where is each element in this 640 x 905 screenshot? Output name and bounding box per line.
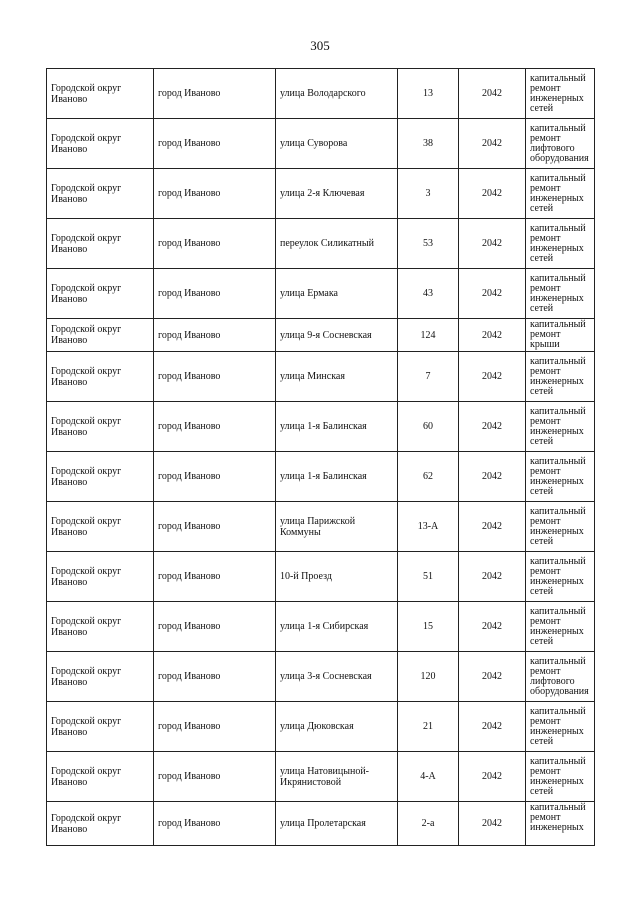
house-number-cell: 38 bbox=[398, 119, 459, 169]
district-cell: Городской округ Иваново bbox=[47, 652, 154, 702]
street-cell: улица Пролетарская bbox=[276, 802, 398, 846]
district-cell: Городской округ Иваново bbox=[47, 702, 154, 752]
house-number-cell: 2-а bbox=[398, 802, 459, 846]
street-cell: улица 1-я Балинская bbox=[276, 452, 398, 502]
street-cell: улица 9-я Сосневская bbox=[276, 319, 398, 352]
district-cell: Городской округ Иваново bbox=[47, 402, 154, 452]
city-cell: город Иваново bbox=[154, 219, 276, 269]
district-cell: Городской округ Иваново bbox=[47, 69, 154, 119]
work-type-cell: капитальный ремонт инженерных сетей bbox=[526, 452, 595, 502]
street-cell: улица 2-я Ключевая bbox=[276, 169, 398, 219]
street-cell: улица 1-я Балинская bbox=[276, 402, 398, 452]
work-type-cell: капитальный ремонт инженерных сетей bbox=[526, 269, 595, 319]
year-cell: 2042 bbox=[459, 502, 526, 552]
city-cell: город Иваново bbox=[154, 269, 276, 319]
street-cell: улица Суворова bbox=[276, 119, 398, 169]
city-cell: город Иваново bbox=[154, 452, 276, 502]
table-row bbox=[47, 602, 595, 652]
work-type-cell: капитальный ремонт крыши bbox=[526, 319, 595, 352]
city-cell: город Иваново bbox=[154, 552, 276, 602]
work-type-cell: капитальный ремонт инженерных сетей bbox=[526, 352, 595, 402]
district-cell: Городской округ Иваново bbox=[47, 802, 154, 846]
district-cell: Городской округ Иваново bbox=[47, 552, 154, 602]
table-row bbox=[47, 552, 595, 602]
work-type-cell: капитальный ремонт инженерных сетей bbox=[526, 219, 595, 269]
house-number-cell: 53 bbox=[398, 219, 459, 269]
work-type-cell: капитальный ремонт лифтового оборудования bbox=[526, 119, 595, 169]
city-cell: город Иваново bbox=[154, 402, 276, 452]
city-cell: город Иваново bbox=[154, 69, 276, 119]
table-row bbox=[47, 319, 595, 352]
table-row bbox=[47, 452, 595, 502]
house-number-cell: 21 bbox=[398, 702, 459, 752]
city-cell: город Иваново bbox=[154, 802, 276, 846]
street-cell: улица Парижской Коммуны bbox=[276, 502, 398, 552]
table-row bbox=[47, 269, 595, 319]
table-row bbox=[47, 219, 595, 269]
year-cell: 2042 bbox=[459, 652, 526, 702]
year-cell: 2042 bbox=[459, 269, 526, 319]
city-cell: город Иваново bbox=[154, 752, 276, 802]
house-number-cell: 120 bbox=[398, 652, 459, 702]
house-number-cell: 124 bbox=[398, 319, 459, 352]
street-cell: улица Натовицыной-Икрянистовой bbox=[276, 752, 398, 802]
year-cell: 2042 bbox=[459, 802, 526, 846]
housing-repair-table bbox=[46, 68, 595, 846]
street-cell: переулок Силикатный bbox=[276, 219, 398, 269]
work-type-cell: капитальный ремонт инженерных сетей bbox=[526, 169, 595, 219]
year-cell: 2042 bbox=[459, 69, 526, 119]
work-type-cell: капитальный ремонт инженерных сетей bbox=[526, 402, 595, 452]
city-cell: город Иваново bbox=[154, 502, 276, 552]
work-type-cell: капитальный ремонт инженерных сетей bbox=[526, 552, 595, 602]
table-row bbox=[47, 802, 595, 846]
street-cell: улица Дюковская bbox=[276, 702, 398, 752]
city-cell: город Иваново bbox=[154, 169, 276, 219]
year-cell: 2042 bbox=[459, 352, 526, 402]
work-type-cell: капитальный ремонт инженерных сетей bbox=[526, 702, 595, 752]
street-cell: улица 3-я Сосневская bbox=[276, 652, 398, 702]
district-cell: Городской округ Иваново bbox=[47, 602, 154, 652]
city-cell: город Иваново bbox=[154, 352, 276, 402]
table-row bbox=[47, 169, 595, 219]
work-type-cell: капитальный ремонт инженерных bbox=[526, 802, 595, 846]
year-cell: 2042 bbox=[459, 452, 526, 502]
year-cell: 2042 bbox=[459, 219, 526, 269]
work-type-cell: капитальный ремонт инженерных сетей bbox=[526, 752, 595, 802]
district-cell: Городской округ Иваново bbox=[47, 352, 154, 402]
table-row bbox=[47, 752, 595, 802]
table-row bbox=[47, 402, 595, 452]
district-cell: Городской округ Иваново bbox=[47, 752, 154, 802]
district-cell: Городской округ Иваново bbox=[47, 119, 154, 169]
street-cell: улица 1-я Сибирская bbox=[276, 602, 398, 652]
city-cell: город Иваново bbox=[154, 119, 276, 169]
city-cell: город Иваново bbox=[154, 602, 276, 652]
year-cell: 2042 bbox=[459, 402, 526, 452]
house-number-cell: 62 bbox=[398, 452, 459, 502]
house-number-cell: 43 bbox=[398, 269, 459, 319]
street-cell: улица Володарского bbox=[276, 69, 398, 119]
page-number: 305 bbox=[310, 38, 330, 53]
year-cell: 2042 bbox=[459, 169, 526, 219]
city-cell: город Иваново bbox=[154, 702, 276, 752]
house-number-cell: 15 bbox=[398, 602, 459, 652]
year-cell: 2042 bbox=[459, 319, 526, 352]
house-number-cell: 7 bbox=[398, 352, 459, 402]
table-row bbox=[47, 652, 595, 702]
street-cell: улица Ермака bbox=[276, 269, 398, 319]
house-number-cell: 60 bbox=[398, 402, 459, 452]
table-row bbox=[47, 352, 595, 402]
year-cell: 2042 bbox=[459, 119, 526, 169]
year-cell: 2042 bbox=[459, 602, 526, 652]
district-cell: Городской округ Иваново bbox=[47, 319, 154, 352]
year-cell: 2042 bbox=[459, 752, 526, 802]
city-cell: город Иваново bbox=[154, 652, 276, 702]
table-row bbox=[47, 502, 595, 552]
district-cell: Городской округ Иваново bbox=[47, 219, 154, 269]
city-cell: город Иваново bbox=[154, 319, 276, 352]
work-type-cell: капитальный ремонт инженерных сетей bbox=[526, 502, 595, 552]
street-cell: 10-й Проезд bbox=[276, 552, 398, 602]
district-cell: Городской округ Иваново bbox=[47, 502, 154, 552]
year-cell: 2042 bbox=[459, 552, 526, 602]
work-type-cell: капитальный ремонт инженерных сетей bbox=[526, 602, 595, 652]
street-cell: улица Минская bbox=[276, 352, 398, 402]
work-type-cell: капитальный ремонт инженерных сетей bbox=[526, 69, 595, 119]
house-number-cell: 51 bbox=[398, 552, 459, 602]
house-number-cell: 13 bbox=[398, 69, 459, 119]
year-cell: 2042 bbox=[459, 702, 526, 752]
table-row bbox=[47, 69, 595, 119]
house-number-cell: 3 bbox=[398, 169, 459, 219]
house-number-cell: 13-А bbox=[398, 502, 459, 552]
table-row bbox=[47, 702, 595, 752]
district-cell: Городской округ Иваново bbox=[47, 452, 154, 502]
house-number-cell: 4-А bbox=[398, 752, 459, 802]
table-row bbox=[47, 119, 595, 169]
work-type-cell: капитальный ремонт лифтового оборудования bbox=[526, 652, 595, 702]
district-cell: Городской округ Иваново bbox=[47, 169, 154, 219]
district-cell: Городской округ Иваново bbox=[47, 269, 154, 319]
